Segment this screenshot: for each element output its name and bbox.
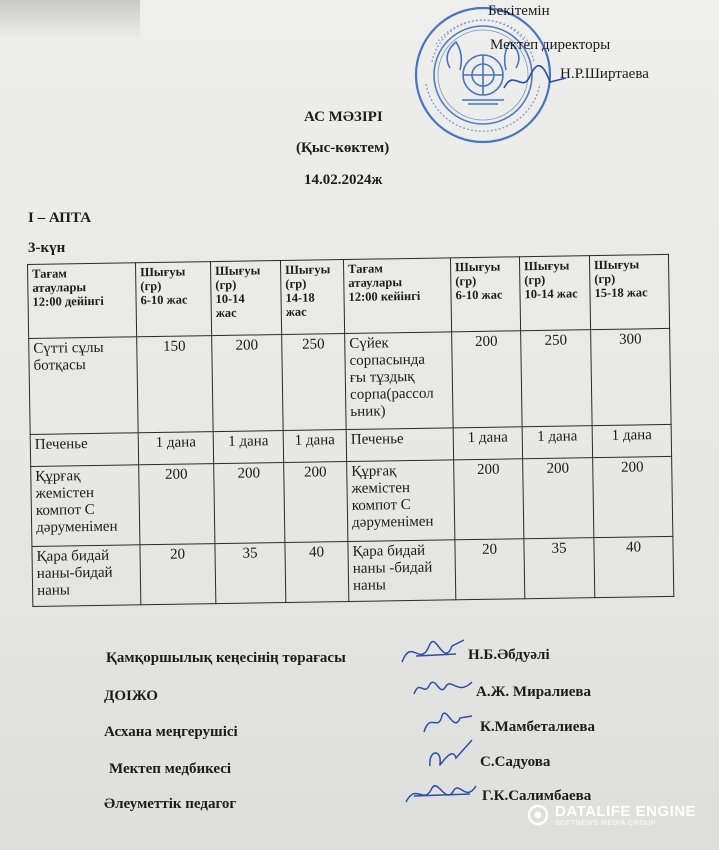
menu-title: АС МӘЗІРІ [304,109,383,125]
portion-cell: 200 [523,458,594,539]
watermark [527,803,696,827]
portion-cell: 20 [455,539,525,600]
header-cell: Шығуы (гр) 10-14 жас [519,256,590,331]
signature-scribble [422,736,478,776]
signature-scribble [420,702,476,740]
approval-name: Н.Р.Ширтаева [560,66,649,82]
menu-date: 14.02.2024ж [304,172,383,188]
signature-role: Асхана меңгерушісі [104,724,238,740]
portion-cell: 35 [524,538,595,599]
portion-cell: 200 [139,464,215,545]
watermark-subtitle: SOFTNEWS MEDIA GROUP [555,820,657,827]
portion-cell: 40 [285,541,349,602]
portion-cell: 40 [594,536,674,597]
day-label: 3-күн [28,240,66,256]
signature-scribble [396,628,468,674]
signature-name: А.Ж. Миралиева [476,684,592,700]
datalife-logo-icon [527,804,549,826]
signature-role: Қамқоршылық кеңесінің төрағасы [106,650,346,666]
food-cell: Печенье [346,428,453,462]
table-row [29,328,671,434]
portion-cell: 250 [282,334,347,431]
signature-name: Г.К.Салимбаева [482,788,592,804]
table-row [31,456,673,546]
portion-cell: 200 [214,462,285,543]
food-cell: Сүтті сұлы ботқасы [29,337,138,435]
signature-name: Н.Б.Әбдуәлі [468,647,550,663]
portion-cell: 1 дана [522,426,592,459]
signature-role: ДОІЖО [104,688,158,704]
portion-cell: 300 [591,328,671,425]
portion-cell: 1 дана [592,424,671,457]
signature-role: Әлеуметтік педагог [104,796,237,812]
signature-name: С.Садуова [480,754,551,770]
header-cell: Шығуы (гр) 10-14 жас [210,261,281,336]
header-cell: Тағам атаулары 12:00 дейінгі [28,263,137,339]
approval-position: Мектеп директоры [490,37,611,53]
food-cell: Құрғақ жемістен компот С дәруменімен [347,460,455,542]
portion-cell: 35 [215,542,286,603]
portion-cell: 200 [454,459,524,540]
director-signature [500,58,570,98]
portion-cell: 20 [140,544,216,605]
week-label: I – АПТА [28,210,92,226]
header-cell: Шығуы (гр) 6-10 жас [135,262,211,337]
header-cell: Шығуы (гр) 6-10 жас [450,257,520,332]
portion-cell: 1 дана [138,432,213,465]
header-cell: Шығуы (гр) 14-18 жас [280,260,344,335]
food-cell: Сүйек сорпасында ғы тұздық сорпа(рассол ьник) [345,332,453,430]
portion-cell: 200 [593,456,673,537]
signature-scribble [400,776,480,812]
food-cell: Қара бидай наны-бидай наны [32,545,141,607]
signature-role: Мектеп медбикесі [109,761,232,777]
portion-cell: 250 [521,330,592,427]
watermark-brand: DATALIFE ENGINE [555,803,697,820]
table-row [32,536,674,606]
menu-table [27,254,674,607]
signature-scribble [410,672,476,704]
food-cell: Қара бидай наны -бидай наны [348,540,456,602]
portion-cell: 1 дана [283,430,346,463]
menu-season: (Қыс-көктем) [296,140,390,156]
table-header-row [28,254,670,338]
header-cell: Шығуы (гр) 15-18 жас [589,254,669,329]
header-cell: Тағам атаулары 12:00 кейінгі [343,258,451,334]
page-shadow [0,0,140,40]
portion-cell: 200 [212,335,283,432]
portion-cell: 150 [137,336,213,433]
signature-name: К.Мамбеталиева [480,719,595,735]
portion-cell: 200 [452,331,522,428]
portion-cell: 1 дана [453,427,522,460]
food-cell: Печенье [30,433,138,467]
portion-cell: 1 дана [213,430,283,463]
food-cell: Құрғақ жемістен компот С дәруменімен [31,465,140,547]
portion-cell: 200 [284,462,348,543]
approval-approved: Бекітемін [488,3,550,19]
